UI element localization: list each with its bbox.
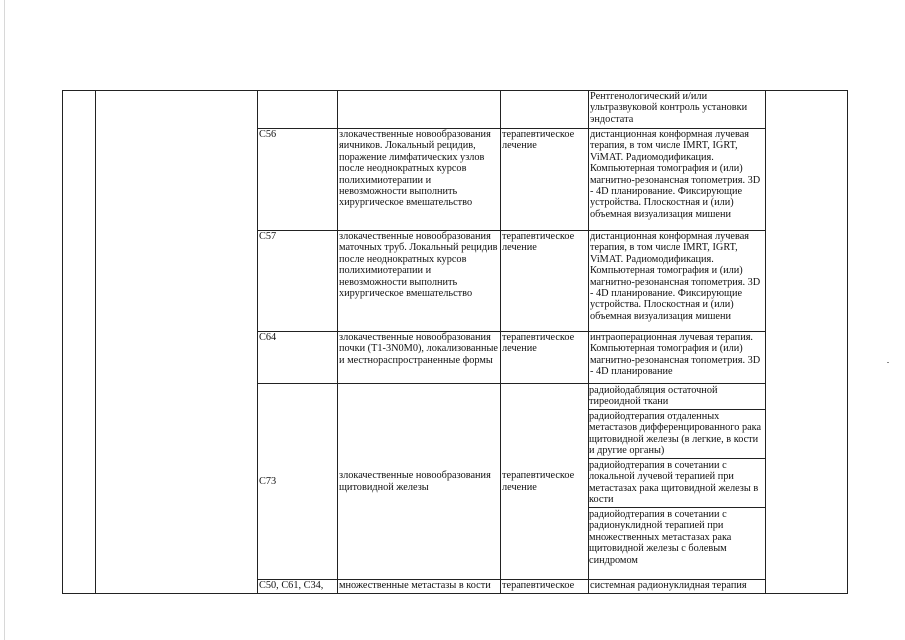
method-subcell: радиойодтерапия в сочетании с радионуклидной терапией при множественных метастазах рака щитовидной железы с болевым синдромом xyxy=(589,507,766,567)
method-subcell: радиойодтерапия в сочетании с локальной лучевой терапией при метастазах рака щитовидной железы в кости xyxy=(589,458,766,507)
treatment-cell: терапевтическое лечение xyxy=(501,129,589,231)
diagnosis-cell xyxy=(338,580,501,594)
method-cell: дистанционная конформная лучевая терапия, в том числе IMRT, IGRT, ViMAT. Радиомодификация. Компьютерная томография и (или) магнитно-резонансная топометрия. 3D - 4D планирование. Фиксирующие устройства. Плоскостная и (или) объемная визуализация мишени xyxy=(589,231,766,332)
method-subcell: радиойодабляция остаточной тиреоидной ткани xyxy=(589,385,718,408)
tariff-column-cell xyxy=(766,91,848,594)
page-edge xyxy=(4,0,5,640)
code-cell xyxy=(258,91,338,129)
code-cell xyxy=(258,580,338,594)
treatment-cell: терапевтическое лечение xyxy=(501,384,589,580)
diagnosis-text: множественные метастазы в кости xyxy=(339,580,491,591)
care-type-column-cell xyxy=(96,91,258,594)
treatment-cell xyxy=(501,91,589,129)
treatment-text: терапевтическое xyxy=(502,580,575,591)
treatment-cell xyxy=(501,580,589,594)
number-column-cell xyxy=(63,91,96,594)
method-cell: дистанционная конформная лучевая терапия, в том числе IMRT, IGRT, ViMAT. Радиомодификация. Компьютерная томография и (или) магнитно-резонансная топометрия. 3D - 4D планирование. Фиксирующие устройства. Плоскостная и (или) объемная визуализация мишени xyxy=(589,129,766,231)
diagnosis-cell: злокачественные новообразования щитовидной железы xyxy=(338,384,501,580)
method-text: системная радионуклидная терапия xyxy=(590,580,747,591)
treatment-cell: терапевтическое лечение xyxy=(501,231,589,332)
diagnosis-cell: злокачественные новообразования яичников. Локальный рецидив, поражение лимфатических узлов после неоднократных курсов полихимиотерапии и невозможности выполнить хирургическое вмешательство xyxy=(338,129,501,231)
method-cell: интраоперационная лучевая терапия. Компьютерная томография и (или) магнитно-резонансная топометрия. 3D - 4D планирование xyxy=(589,332,766,384)
scan-mark xyxy=(887,362,889,363)
method-subcell: радиойодтерапия отдаленных метастазов дифференцированного рака щитовидной железы (в легкие, в кости и другие органы) xyxy=(589,409,766,458)
medical-care-table xyxy=(62,90,848,594)
diagnosis-cell xyxy=(338,91,501,129)
table-row-continued xyxy=(63,91,848,129)
diagnosis-cell: злокачественные новообразования маточных труб. Локальный рецидив после неоднократных курсов полихимиотерапии и невозможности выполнить хирургическое вмешательство xyxy=(338,231,501,332)
code-cell: C57 xyxy=(258,231,338,332)
method-cell: Рентгенологический и/или ультразвуковой контроль установки эндостата xyxy=(589,91,766,129)
diagnosis-cell: злокачественные новообразования почки (T1-3N0M0), локализованные и местнораспространенные формы xyxy=(338,332,501,384)
method-cell xyxy=(589,580,766,594)
method-cell-group xyxy=(589,384,766,580)
code-text: C50, C61, C34, xyxy=(259,580,324,591)
code-cell: C56 xyxy=(258,129,338,231)
code-cell: C64 xyxy=(258,332,338,384)
treatment-cell: терапевтическое лечение xyxy=(501,332,589,384)
code-cell: C73 xyxy=(258,384,338,580)
